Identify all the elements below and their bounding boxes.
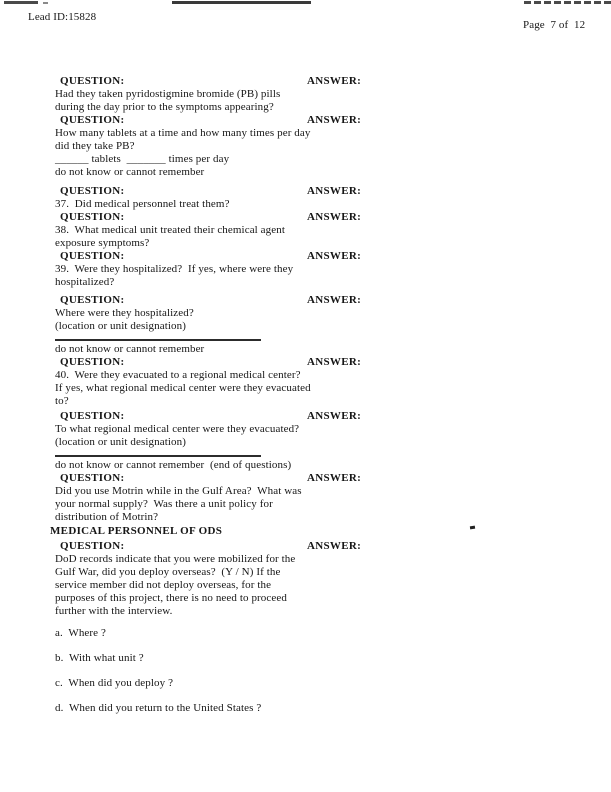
question-label: QUESTION:: [60, 410, 125, 422]
page-number-label: Page 7 of 12: [523, 19, 586, 31]
question-answer-row: [0, 75, 611, 88]
question-answer-row: [0, 410, 611, 423]
question-label: QUESTION:: [60, 356, 125, 368]
question-text-line: 37. Did medical personnel treat them?: [55, 198, 230, 210]
question-text-line: distribution of Motrin?: [55, 511, 159, 523]
question-label: QUESTION:: [60, 114, 125, 126]
question-label: QUESTION:: [60, 294, 125, 306]
question-label: QUESTION:: [60, 250, 125, 262]
question-text-line: Where were they hospitalized?: [55, 307, 194, 319]
answer-label: ANSWER:: [307, 250, 362, 262]
question-text-line: your normal supply? Was there a unit policy for: [55, 498, 273, 510]
question-text-line: further with the interview.: [55, 605, 173, 617]
question-label: QUESTION:: [60, 211, 125, 223]
answer-label: ANSWER:: [307, 410, 362, 422]
answer-label: ANSWER:: [307, 540, 362, 552]
answer-label: ANSWER:: [307, 114, 362, 126]
question-answer-row: [0, 211, 611, 224]
answer-label: ANSWER:: [307, 211, 362, 223]
question-note-line: do not know or cannot remember (end of questions): [55, 459, 292, 471]
question-text-line: 40. Were they evacuated to a regional medical center?: [55, 369, 301, 381]
question-label: QUESTION:: [60, 472, 125, 484]
question-text-line: (location or unit designation): [55, 320, 186, 332]
question-text-line: ______ tablets _______ times per day: [55, 153, 230, 165]
question-text-line: do not know or cannot remember: [55, 166, 205, 178]
lead-id-label: Lead ID:15828: [28, 11, 97, 23]
question-text-line: did they take PB?: [55, 140, 135, 152]
question-text-line: 38. What medical unit treated their chemical agent: [55, 224, 285, 236]
question-answer-row: [0, 185, 611, 198]
question-text-line: service member did not deploy overseas, for the: [55, 579, 272, 591]
question-text-line: (location or unit designation): [55, 436, 186, 448]
question-text-line: purposes of this project, there is no need to proceed: [55, 592, 287, 604]
question-answer-row: [0, 294, 611, 307]
question-answer-row: [0, 356, 611, 369]
question-text-line: during the day prior to the symptoms appearing?: [55, 101, 274, 113]
question-text-line: To what regional medical center were they evacuated?: [55, 423, 300, 435]
question-text-line: If yes, what regional medical center were they evacuated: [55, 382, 311, 394]
question-note-line: do not know or cannot remember: [55, 343, 205, 355]
question-answer-row: [0, 472, 611, 485]
sub-question-item: c. When did you deploy ?: [55, 677, 174, 689]
question-text-line: Did you use Motrin while in the Gulf Area? What was: [55, 485, 302, 497]
answer-label: ANSWER:: [307, 185, 362, 197]
question-text-line: DoD records indicate that you were mobilized for the: [55, 553, 296, 565]
answer-label: ANSWER:: [307, 356, 362, 368]
answer-label: ANSWER:: [307, 472, 362, 484]
question-answer-row: [0, 114, 611, 127]
question-label: QUESTION:: [60, 185, 125, 197]
question-label: QUESTION:: [60, 75, 125, 87]
question-text-line: to?: [55, 395, 69, 407]
fill-in-divider-line: [55, 455, 261, 457]
question-text-line: Gulf War, did you deploy overseas? (Y / N) If the: [55, 566, 281, 578]
sub-question-item: b. With what unit ?: [55, 652, 144, 664]
question-text-line: Had they taken pyridostigmine bromide (PB) pills: [55, 88, 281, 100]
sub-question-item: d. When did you return to the United States ?: [55, 702, 262, 714]
section-heading: MEDICAL PERSONNEL OF ODS: [50, 525, 223, 537]
question-answer-row: [0, 250, 611, 263]
question-text-line: hospitalized?: [55, 276, 115, 288]
question-text-line: exposure symptoms?: [55, 237, 150, 249]
question-text-line: 39. Were they hospitalized? If yes, where were they: [55, 263, 294, 275]
question-answer-row: [0, 540, 611, 553]
answer-label: ANSWER:: [307, 294, 362, 306]
question-label: QUESTION:: [60, 540, 125, 552]
fill-in-divider-line: [55, 339, 261, 341]
question-text-line: How many tablets at a time and how many times per day: [55, 127, 311, 139]
answer-label: ANSWER:: [307, 75, 362, 87]
sub-question-item: a. Where ?: [55, 627, 106, 639]
